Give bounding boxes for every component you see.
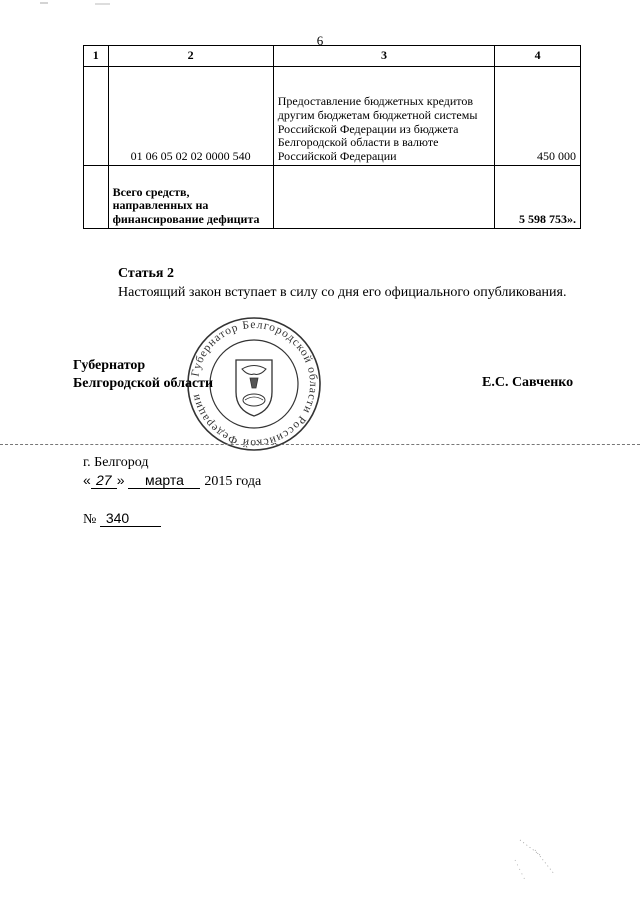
table-header-cell: 3 <box>273 46 494 67</box>
scan-artifact-top <box>0 0 640 10</box>
place-of-signing: г. Белгород <box>83 455 149 470</box>
budget-table <box>83 45 581 229</box>
table-total-amount: 5 598 753». <box>495 166 581 229</box>
table-row <box>84 67 581 166</box>
table-cell-empty <box>273 166 494 229</box>
article-text: Настоящий закон вступает в силу со дня его официального опубликования. <box>118 285 567 300</box>
scan-artifact-dots <box>500 830 580 890</box>
article-title: Статья 2 <box>118 266 174 281</box>
table-header-row <box>84 46 581 67</box>
table-cell-code: 01 06 05 02 02 0000 540 <box>108 67 273 166</box>
table-total-label: Всего средств, направленных на финансирование дефицита <box>108 166 273 229</box>
number-sign: № <box>83 512 97 527</box>
table-total-row <box>84 166 581 229</box>
signer-name: Е.С. Савченко <box>482 375 574 390</box>
page-number: 6 <box>316 33 324 48</box>
table-cell-amount: 450 000 <box>495 67 581 166</box>
table-cell-description: Предоставление бюджетных кредитов другим бюджетам бюджетной системы Российской Федерации из бюджета Белгородской области в валюте Российской Федерации <box>273 67 494 166</box>
signature-position-line1: Губернатор <box>73 358 146 373</box>
document-number-line <box>83 510 161 528</box>
table-cell-empty <box>84 166 109 229</box>
svg-text:Губернатор Белгородской област: Губернатор Белгородской области Российской Федерации <box>189 318 320 450</box>
table-cell-index <box>84 67 109 166</box>
date-year: 2015 года <box>204 474 262 489</box>
date-close-quote: » <box>116 472 125 488</box>
signature-position <box>73 357 213 393</box>
date-day: 27 <box>91 472 117 489</box>
table-header-cell: 4 <box>495 46 581 67</box>
scan-fold-line <box>0 444 640 445</box>
date-month: марта <box>128 472 200 489</box>
date-open-quote: « <box>83 472 91 488</box>
document-number: 340 <box>100 510 161 527</box>
signature-position-line2: Белгородской области <box>73 376 214 391</box>
table-header-cell: 2 <box>108 46 273 67</box>
date-line <box>83 472 261 490</box>
table-header-cell: 1 <box>84 46 109 67</box>
